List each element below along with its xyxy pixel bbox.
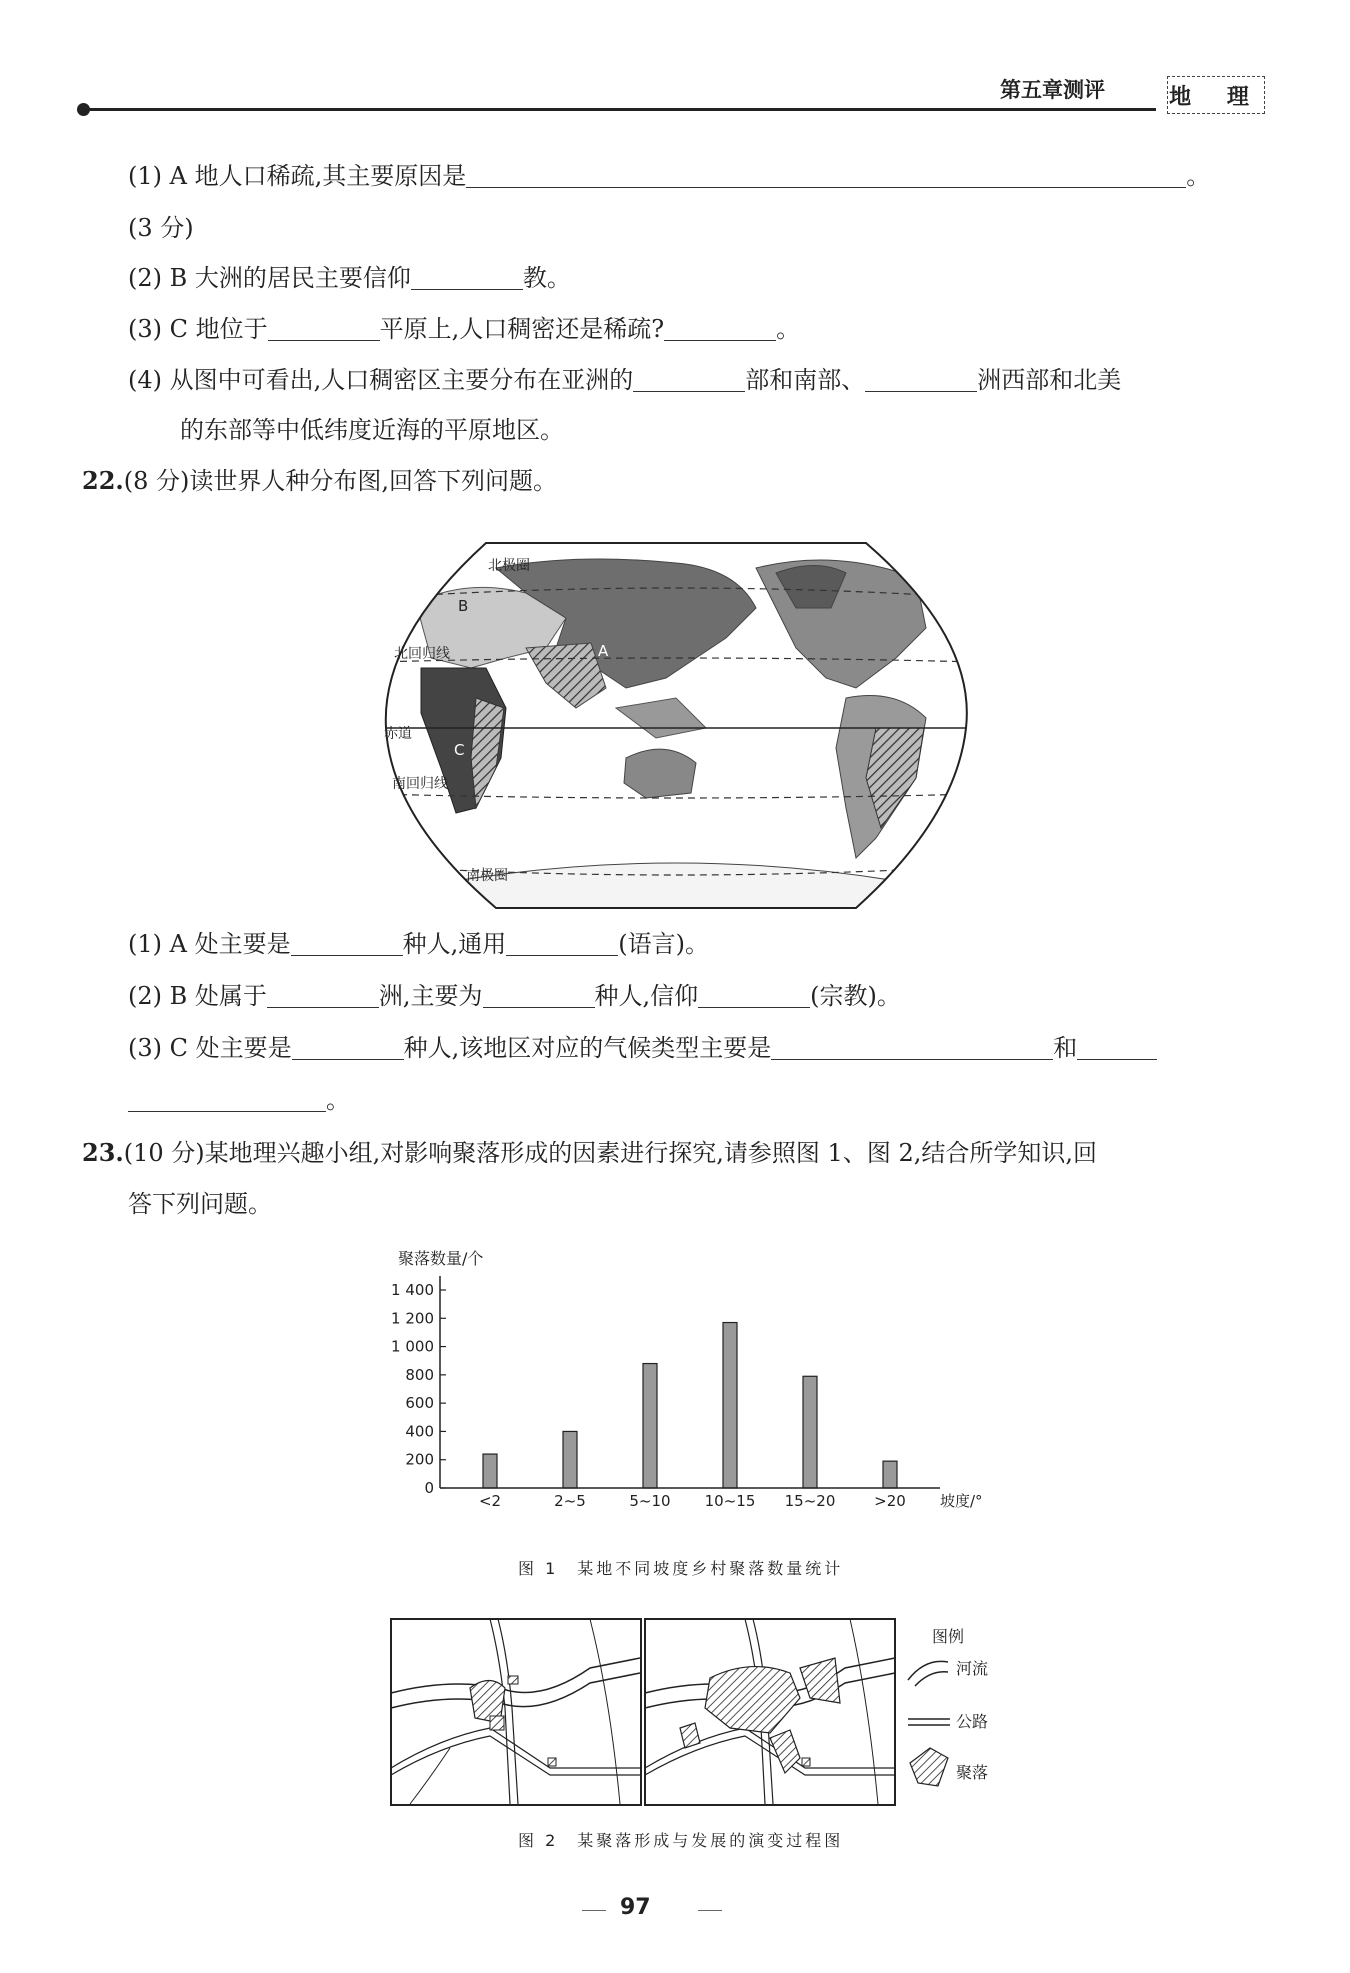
settlement-icon: [910, 1748, 948, 1786]
q21-s2-text: (2) B 大洲的居民主要信仰: [128, 264, 411, 292]
q21-s4-cont: [180, 412, 564, 448]
header-rule: [84, 108, 1156, 111]
q21-s1-text: (1) A 地人口稀疏,其主要原因是: [128, 162, 467, 190]
q21-s3-blank-2[interactable]: [664, 314, 776, 341]
fig1-caption: 图 1 某地不同坡度乡村聚落数量统计: [518, 1559, 844, 1578]
q22-s1-blank-1[interactable]: [291, 929, 403, 956]
y-tick-label: 600: [405, 1394, 434, 1413]
q21-s1-score-text: (3 分): [128, 214, 194, 242]
x-tick-label: >20: [874, 1492, 906, 1510]
q21-s4-text: (4) 从图中可看出,人口稠密区主要分布在亚洲的: [128, 366, 634, 394]
y-tick-label: 400: [405, 1422, 434, 1441]
q22-s2-blank-1[interactable]: [267, 981, 379, 1008]
label-B: B: [458, 597, 469, 615]
y-tick-label: 1 000: [391, 1337, 434, 1356]
evolution-map-1: [391, 1619, 641, 1805]
y-tick-label: 1 400: [391, 1281, 434, 1299]
settlement-slope-chart: [380, 1240, 1020, 1520]
q21-s2-blank[interactable]: [411, 263, 523, 290]
q22-s2-blank-2[interactable]: [483, 981, 595, 1008]
q22-s1-mid: 种人,通用: [402, 930, 507, 958]
x-tick-label: <2: [478, 1492, 502, 1510]
q22-s2-end: (宗教)。: [810, 982, 901, 1010]
x-tick-label: 10~15: [704, 1492, 756, 1510]
q21-s1-line: [128, 158, 1210, 194]
river-icon: [908, 1661, 948, 1680]
q22-s2-blank-3[interactable]: [698, 981, 810, 1008]
q23-header-cont: [128, 1186, 272, 1222]
legend-settlement: 聚落: [956, 1763, 989, 1782]
q23-text-2: 答下列问题。: [128, 1190, 272, 1218]
evolution-map-2: [645, 1619, 895, 1805]
q22-s2-line: [128, 978, 901, 1014]
q22-s2-text: (2) B 处属于: [128, 982, 267, 1010]
y-tick-label: 1 200: [391, 1309, 434, 1328]
world-race-map: [376, 538, 976, 912]
q21-s3-end: 。: [776, 315, 801, 343]
q23-text-1: (10 分)某地理兴趣小组,对影响聚落形成的因素进行探究,请参照图 1、图 2,结合所学知识,回: [123, 1139, 1097, 1167]
q21-s1-end: 。: [1186, 162, 1211, 190]
footer-dash-right: [698, 1910, 722, 1911]
evolution-legend: [908, 1627, 988, 1786]
q21-s4-blank-1[interactable]: [633, 365, 745, 392]
fig2-caption: 图 2 某聚落形成与发展的演变过程图: [518, 1831, 844, 1850]
footer-dash-left: [582, 1910, 606, 1911]
q22-s2-mid-2: 种人,信仰: [594, 982, 699, 1010]
bar: [723, 1323, 737, 1488]
q21-s3-blank-1[interactable]: [268, 314, 380, 341]
q22-s3-blank-3[interactable]: [1077, 1033, 1157, 1060]
bar: [803, 1376, 817, 1488]
x-tick-label: 2~5: [554, 1492, 586, 1510]
q22-s3-blank-4[interactable]: [128, 1085, 326, 1112]
legend-road: 公路: [956, 1712, 989, 1731]
y-tick-label: 0: [424, 1479, 434, 1497]
q22-s1-end: (语言)。: [618, 930, 709, 958]
q22-s3-and: 和: [1053, 1034, 1078, 1062]
chart-xlabel: 坡度/°: [940, 1492, 983, 1510]
chart-ylabel: 聚落数量/个: [398, 1249, 484, 1268]
q22-s3-blank-1[interactable]: [292, 1033, 404, 1060]
q23-number: 23.: [82, 1138, 124, 1167]
chapter-title: 第五章测评: [1000, 77, 1105, 102]
q22-s1-text: (1) A 处主要是: [128, 930, 291, 958]
subject-badge: 地 理: [1167, 76, 1265, 114]
q22-s3-end: 。: [326, 1086, 350, 1114]
q22-s1-blank-2[interactable]: [506, 929, 618, 956]
q23-header: [82, 1135, 1097, 1171]
q21-s1-score: [128, 210, 194, 246]
q22-s1-line: [128, 926, 709, 962]
bar: [643, 1364, 657, 1488]
legend-title: 图例: [932, 1627, 965, 1646]
q21-s3-mid: 平原上,人口稠密还是稀疏?: [379, 315, 665, 343]
label-arctic-circle: 北极圈: [488, 558, 530, 574]
x-tick-label: 5~10: [629, 1492, 671, 1510]
settlement-evolution-maps: [390, 1618, 1030, 1816]
label-tropic-cancer: 北回归线: [394, 646, 450, 662]
x-tick-label: 15~20: [784, 1492, 836, 1510]
y-tick-label: 200: [405, 1450, 434, 1469]
legend-river: 河流: [956, 1659, 989, 1678]
q22-s3-cont: [128, 1082, 350, 1118]
q21-s4-cont-text: 的东部等中低纬度近海的平原地区。: [180, 416, 564, 444]
q22-header: [82, 463, 557, 499]
q21-s3-text: (3) C 地位于: [128, 315, 268, 343]
q21-s4-blank-2[interactable]: [865, 365, 977, 392]
q22-s2-mid-1: 洲,主要为: [378, 982, 483, 1010]
page-number: 97: [620, 1895, 651, 1920]
bar: [563, 1431, 577, 1488]
label-A: A: [598, 642, 609, 660]
q22-s3-text: (3) C 处主要是: [128, 1034, 292, 1062]
q21-s2-line: [128, 260, 571, 296]
q22-text: (8 分)读世界人种分布图,回答下列问题。: [123, 467, 558, 495]
label-tropic-capricorn: 南回归线: [392, 776, 448, 792]
q21-s1-blank[interactable]: [466, 161, 1186, 188]
q21-s2-end: 教。: [522, 264, 571, 292]
bar: [483, 1454, 497, 1488]
y-tick-label: 800: [405, 1365, 434, 1384]
label-antarctic-circle: 南极圈: [466, 868, 508, 884]
label-C: C: [454, 741, 465, 759]
q22-s3-line: [128, 1030, 1157, 1066]
q21-s4-line: [128, 362, 1121, 398]
q22-s3-blank-2[interactable]: [771, 1033, 1053, 1060]
q21-s4-end: 洲西部和北美: [977, 366, 1122, 394]
q21-s4-mid: 部和南部、: [745, 366, 866, 394]
bar: [883, 1461, 897, 1488]
q22-number: 22.: [82, 466, 124, 495]
label-equator: 赤道: [384, 726, 412, 742]
q21-s3-line: [128, 311, 800, 347]
q22-s3-mid: 种人,该地区对应的气候类型主要是: [403, 1034, 772, 1062]
